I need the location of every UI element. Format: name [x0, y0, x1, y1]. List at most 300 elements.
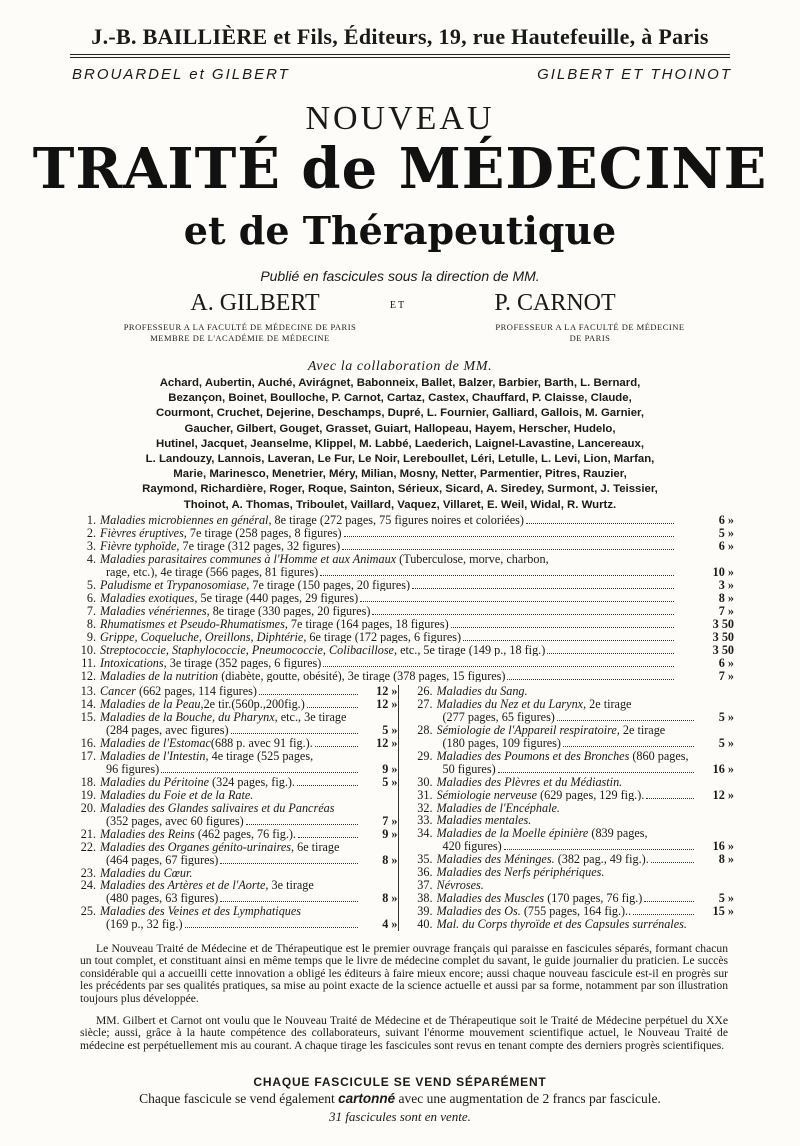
fascicule-title: Maladies du Foie et de la Rate.	[100, 788, 254, 802]
fascicule-row	[405, 892, 735, 905]
fascicule-number: 38.	[417, 891, 433, 906]
fascicule-row	[405, 789, 735, 802]
fascicule-entry	[437, 685, 735, 698]
fascicule-title: Maladies des Plèvres et du Médiastin.	[436, 775, 623, 789]
collaborator-line: Marie, Marinesco, Menetrier, Méry, Milian, Mosny, Netter, Parmentier, Pitres, Rauzier,	[173, 468, 627, 481]
fascicule-detail: (352 pages, avec 60 figures)	[106, 814, 244, 828]
fascicule-number: 13.	[80, 684, 96, 698]
fascicule-entry	[100, 737, 313, 750]
collaborator-list	[80, 376, 720, 513]
fascicule-column-right	[399, 685, 735, 931]
fascicule-row	[68, 802, 398, 815]
fascicule-detail: etc., 5e tirage (149 p., 18 fig.)	[397, 643, 546, 657]
fascicule-entry	[100, 763, 159, 776]
fascicule-price: 3 »	[718, 577, 734, 592]
dot-leader	[323, 665, 674, 667]
fascicule-price: 5 »	[382, 722, 398, 737]
fascicule-price: 9 »	[382, 826, 398, 841]
fascicule-detail: 2e tirage	[619, 723, 666, 737]
fascicule-price: 8 »	[718, 590, 734, 605]
fascicule-title: Maladies des Os.	[436, 905, 521, 918]
fascicule-number: 2.	[86, 526, 96, 540]
fascicule-row	[68, 540, 734, 553]
fascicule-detail: (diabète, goutte, obésité), 3e tirage (378 pages, 15 figures)	[218, 669, 506, 683]
authors-right: GILBERT ET THOINOT	[537, 66, 732, 83]
dot-leader	[557, 719, 694, 721]
fascicule-title: Névroses.	[436, 879, 484, 893]
fascicule-title: Maladies des Nerfs périphériques.	[436, 866, 605, 880]
fascicule-row	[405, 763, 735, 776]
fascicule-detail: (Tuberculose, morve, charbon,	[396, 553, 549, 566]
fascicule-number: 9.	[86, 629, 96, 644]
sale-count-text: 31 fascicules sont en vente.	[329, 1109, 471, 1124]
director-carnot-name: P. CARNOT	[494, 290, 616, 316]
fascicule-detail: (277 pages, 65 figures)	[442, 710, 555, 724]
fascicule-row	[68, 527, 734, 540]
fascicule-price: 12 »	[712, 787, 734, 802]
fascicule-detail: (839 pages,	[588, 827, 648, 841]
fascicule-row	[68, 579, 734, 592]
fascicule-detail: 5e tirage (440 pages, 29 figures)	[197, 591, 359, 605]
fascicule-entry	[100, 566, 318, 579]
fascicule-number: 33.	[417, 813, 433, 828]
dot-leader	[504, 848, 694, 850]
fascicule-number: 29.	[417, 748, 433, 763]
fascicule-entry	[437, 866, 735, 879]
fascicule-price: 9 »	[382, 761, 398, 776]
fascicule-entry	[437, 879, 735, 892]
fascicule-title: Sémiologie de l'Appareil respiratoire,	[436, 723, 620, 737]
fascicule-row	[68, 892, 398, 905]
fascicule-list-columns	[68, 685, 734, 931]
publisher-line: J.-B. BAILLIÈRE et Fils, Éditeurs, 19, rue Hautefeuille, à Paris	[91, 24, 709, 49]
fascicule-number: 35.	[417, 852, 433, 867]
fascicule-price: 16 »	[712, 839, 734, 854]
fascicule-title: Maladies des Muscles	[436, 892, 545, 905]
fascicule-detail: (464 pages, 67 figures)	[106, 853, 219, 867]
fascicule-entry	[437, 892, 643, 905]
fascicule-row	[68, 644, 734, 657]
fascicule-detail: (382 pag., 49 fig.).	[554, 853, 649, 867]
fascicule-detail: 7e tirage (164 pages, 18 figures)	[287, 617, 449, 631]
fascicule-entry	[437, 763, 496, 776]
collaborator-line: L. Landouzy, Lannois, Laveran, Le Fur, Le Noir, Lereboullet, Léri, Letulle, L. Levi, Lion, Marfan,	[145, 453, 655, 466]
dot-leader	[372, 613, 674, 615]
director-carnot-title: PROFESSEUR A LA FACULTÉ DE MÉDECINE	[495, 322, 685, 332]
fascicule-row	[68, 905, 398, 918]
collaborator-line: Achard, Aubertin, Auché, Avirágnet, Babonneix, Ballet, Balzer, Barbier, Barth, L. Bernard,	[159, 377, 641, 389]
fascicule-detail: etc., 3e tirage	[277, 711, 347, 724]
fascicule-number: 16.	[80, 735, 96, 750]
fascicule-row	[68, 698, 398, 711]
director-carnot-title-2: DE PARIS	[569, 333, 611, 343]
fascicule-title: Maladies de la Peau,	[100, 698, 204, 711]
fascicule-number: 22.	[80, 839, 96, 854]
fascicule-detail: (480 pages, 63 figures)	[106, 892, 219, 906]
fascicule-price: 5 »	[382, 774, 398, 789]
dot-leader	[633, 913, 694, 915]
fascicule-detail: 420 figures)	[442, 840, 502, 854]
dot-leader	[220, 862, 357, 864]
fascicule-detail: 8e tirage (272 pages, 75 figures noires et coloriées)	[271, 514, 524, 527]
fascicule-title: Maladies des Méninges.	[436, 853, 555, 867]
fascicule-row	[68, 618, 734, 631]
fascicule-title: Sémiologie nerveuse	[436, 788, 538, 802]
fascicule-title: Maladies microbiennes en général,	[100, 514, 272, 527]
fascicule-row	[405, 776, 735, 789]
header-rule-thin	[70, 57, 730, 58]
fascicule-row	[405, 685, 735, 698]
fascicule-number: 20.	[80, 800, 96, 815]
fascicule-number: 4.	[86, 552, 96, 566]
fascicule-title: Intoxications,	[100, 656, 167, 670]
dot-leader	[451, 626, 674, 628]
fascicule-entry	[437, 737, 561, 750]
fascicule-entry	[100, 605, 370, 618]
title-therapeutique: et de Thérapeutique	[183, 208, 617, 253]
sale-line-cartonne: cartonné	[338, 1091, 396, 1106]
fascicule-title: Mal. du Corps thyroïde et des Capsules surrénales.	[436, 918, 687, 931]
fascicule-number: 32.	[417, 800, 433, 815]
collaborator-line: Gaucher, Gilbert, Gouget, Grasset, Guiart, Hallopeau, Hayem, Herscher, Hudelo,	[184, 422, 616, 435]
dot-leader	[185, 926, 358, 928]
fascicule-entry	[100, 685, 257, 698]
fascicule-number: 28.	[417, 722, 433, 737]
sale-count	[0, 1109, 800, 1125]
fascicule-entry	[437, 698, 735, 711]
fascicule-number: 7.	[86, 603, 96, 618]
dot-leader	[412, 587, 674, 589]
fascicule-row	[68, 711, 398, 724]
header-rule	[70, 54, 730, 55]
dot-leader	[246, 823, 358, 825]
fascicule-title: Maladies de la Bouche, du Pharynx,	[100, 711, 278, 724]
fascicule-entry	[100, 750, 398, 763]
fascicule-title: Maladies de l'Intestin,	[100, 749, 209, 763]
fascicule-number: 15.	[80, 710, 96, 724]
fascicule-detail: (169 p., 32 fig.)	[106, 918, 183, 932]
fascicule-entry	[100, 618, 449, 631]
fascicule-entry	[437, 711, 555, 724]
fascicule-row	[68, 854, 398, 867]
fascicule-row	[68, 789, 398, 802]
dot-leader	[161, 771, 357, 773]
dot-leader	[344, 535, 674, 537]
fascicule-title: Maladies du Péritoine	[100, 775, 209, 789]
fascicule-entry	[100, 867, 398, 880]
fascicule-entry	[100, 579, 410, 592]
fascicule-price: 5 »	[718, 526, 734, 540]
fascicule-title: Streptococcie, Staphylococcie, Pneumococcie, Colibacillose,	[100, 643, 398, 657]
fascicule-title: Maladies des Organes génito-urinaires,	[100, 840, 295, 854]
fascicule-price: 3 50	[712, 642, 734, 657]
fascicule-title: Grippe, Coqueluche, Oreillons, Diphtérie,	[100, 630, 307, 644]
dot-leader	[231, 732, 358, 734]
fascicule-row	[405, 918, 735, 931]
direction-intro: Publié en fascicules sous la direction de MM.	[260, 268, 540, 284]
fascicule-entry	[100, 815, 244, 828]
fascicule-entry	[437, 905, 632, 918]
fascicule-number: 14.	[80, 697, 96, 711]
fascicule-number: 19.	[80, 787, 96, 802]
authors-left: BROUARDEL et GILBERT	[72, 66, 290, 83]
fascicule-entry	[100, 527, 342, 540]
fascicule-entry	[100, 905, 398, 918]
fascicule-number: 3.	[86, 539, 96, 553]
fascicule-row	[405, 853, 735, 866]
fascicule-row	[68, 657, 734, 670]
fascicule-row	[68, 553, 734, 566]
fascicule-row	[68, 867, 398, 880]
dot-leader	[315, 745, 358, 747]
director-gilbert-title: PROFESSEUR A LA FACULTÉ DE MÉDECINE DE PARIS	[123, 322, 357, 332]
fascicule-number: 1.	[86, 513, 96, 527]
fascicule-detail: (629 pages, 129 fig.).	[537, 788, 645, 802]
fascicule-price: 3 50	[712, 616, 734, 631]
fascicule-number: 36.	[417, 865, 433, 880]
title-nouveau: NOUVEAU	[305, 100, 495, 137]
fascicule-row	[68, 776, 398, 789]
fascicule-entry	[100, 892, 218, 905]
fascicule-number: 17.	[80, 748, 96, 763]
dot-leader	[563, 745, 694, 747]
dot-leader	[342, 548, 674, 550]
fascicule-title: Fièvre typhoïde,	[100, 540, 180, 553]
fascicule-number: 11.	[81, 655, 96, 670]
fascicule-row	[68, 763, 398, 776]
fascicule-detail: (462 pages, 76 fig.).	[194, 827, 296, 841]
fascicule-number: 24.	[80, 878, 96, 893]
fascicule-detail: 6e tirage	[294, 840, 340, 854]
fascicule-entry	[100, 918, 183, 931]
fascicule-row	[68, 815, 398, 828]
sale-line	[0, 1091, 800, 1107]
fascicule-detail: 2e tirage	[586, 697, 632, 711]
fascicule-price: 6 »	[718, 539, 734, 553]
fascicule-number: 5.	[86, 577, 96, 592]
fascicule-entry	[100, 841, 398, 854]
fascicule-entry	[100, 828, 296, 841]
dot-leader	[526, 522, 674, 524]
fascicule-price: 7 »	[718, 668, 734, 683]
fascicule-detail: 3e tirage (352 pages, 6 figures)	[166, 656, 322, 670]
title-traite: TRAITÉ de MÉDECINE	[32, 136, 768, 202]
collaborator-line: Bezançon, Boinet, Boulloche, P. Carnot, Cartaz, Castex, Chauffard, P. Claisse, Claude,	[168, 392, 632, 405]
fascicule-entry	[437, 918, 735, 931]
dot-leader	[220, 900, 357, 902]
dot-leader	[646, 797, 694, 799]
fascicule-price: 12 »	[376, 697, 398, 711]
fascicule-row	[405, 866, 735, 879]
fascicule-title: Maladies exotiques,	[100, 591, 198, 605]
fascicule-row	[68, 566, 734, 579]
fascicule-number: 6.	[86, 590, 96, 605]
fascicule-row	[68, 514, 734, 527]
dot-leader	[507, 678, 674, 680]
fascicule-row	[405, 711, 735, 724]
fascicule-detail: (755 pages, 164 fig.)..	[520, 905, 632, 918]
fascicule-entry	[437, 840, 502, 853]
fascicule-detail: rage, etc.), 4e tirage (566 pages, 81 figures)	[106, 565, 319, 579]
fascicule-row	[405, 879, 735, 892]
fascicule-row	[405, 840, 735, 853]
fascicule-price: 15 »	[712, 904, 734, 919]
fascicule-title: Maladies des Artères et de l'Aorte,	[100, 879, 269, 893]
fascicule-detail: (688 p. avec 91 fig.).	[210, 736, 313, 750]
fascicule-row	[68, 670, 734, 683]
fascicule-title: Maladies des Reins	[100, 827, 195, 841]
fascicule-row	[68, 631, 734, 644]
dot-leader	[307, 706, 358, 708]
fascicule-entry	[100, 644, 545, 657]
fascicule-number: 25.	[80, 904, 96, 919]
fascicule-entry	[437, 750, 735, 763]
fascicule-price: 10 »	[712, 564, 734, 579]
fascicule-price: 4 »	[382, 917, 398, 932]
fascicule-column-left	[68, 685, 398, 931]
fascicule-title: Paludisme et Trypanosomiase,	[100, 578, 250, 592]
dot-leader	[298, 836, 358, 838]
fascicule-title: Maladies de la Moelle épinière	[436, 827, 589, 841]
fascicule-title: Maladies mentales.	[436, 814, 532, 828]
fascicule-price: 8 »	[718, 852, 734, 867]
sale-line-start: Chaque fascicule se vend également	[139, 1091, 339, 1106]
fascicule-number: 23.	[80, 865, 96, 880]
fascicule-price: 6 »	[718, 513, 734, 527]
fascicule-title: Rhumatismes et Pseudo-Rhumatismes,	[100, 617, 288, 631]
fascicule-detail: (662 pages, 114 figures)	[135, 685, 257, 698]
dot-leader	[463, 639, 674, 641]
fascicule-price: 7 »	[382, 813, 398, 828]
fascicule-detail: 7e tirage (150 pages, 20 figures)	[249, 578, 411, 592]
fascicule-title: Maladies de la nutrition	[100, 669, 219, 683]
fascicule-detail: (860 pages,	[629, 749, 689, 763]
fascicule-title: Maladies de l'Encéphale.	[436, 801, 560, 815]
fascicule-entry	[437, 776, 735, 789]
director-gilbert-name: A. GILBERT	[190, 290, 320, 316]
description-paragraph-1: Le Nouveau Traité de Médecine et de Thérapeutique est le premier ouvrage français qui paraisse en fascicules séparés, formant chacun un tout complet, et constituant ainsi en même temps que le livre de médecine complet du savant, le guide journalier du praticien. Le succès considérable qui a accueilli cette innovation a obligé les éditeurs à faire mieux encore; aussi chaque nouveau fascicule est-il en progrès sur les précédents par ses qualités pratiques, sa mise au point exacte de la science actuelle et aussi par sa forme, notamment par son illustration toujours plus développée.	[80, 942, 728, 1005]
fascicule-row	[68, 841, 398, 854]
fascicule-row	[405, 802, 735, 815]
fascicule-detail: 7e tirage (312 pages, 32 figures)	[179, 540, 341, 553]
fascicule-number: 26.	[417, 684, 433, 698]
fascicule-entry	[100, 553, 734, 566]
fascicule-entry	[100, 854, 218, 867]
fascicule-title: Maladies vénériennes,	[100, 604, 210, 618]
fascicule-title: Maladies du Sang.	[436, 685, 528, 698]
fascicule-price: 8 »	[382, 891, 398, 906]
fascicule-number: 34.	[417, 826, 433, 841]
fascicule-entry	[100, 592, 358, 605]
description-paragraph-2: MM. Gilbert et Carnot ont voulu que le Nouveau Traité de Médecine et de Thérapeutique soit le Traité de Médecine perpétuel du XXe siècle; aussi, grâce à la haute compétence des collaborateurs, suivant l'énorme mouvement scientifique actuel, le Nouveau Traité de médecine est perpétuellement mis au courant. A chaque tirage les fascicules sont revus en tenant compte des derniers progrès scientifiques.	[80, 1014, 728, 1052]
fascicule-entry	[437, 827, 735, 840]
dot-leader	[360, 600, 674, 602]
director-gilbert-title-2: MEMBRE DE L'ACADÉMIE DE MÉDECINE	[150, 333, 330, 343]
fascicule-number: 18.	[80, 774, 96, 789]
dot-leader	[547, 652, 674, 654]
fascicule-detail: 96 figures)	[106, 762, 160, 776]
dot-leader	[259, 693, 358, 695]
fascicule-number: 27.	[417, 696, 433, 711]
fascicule-entry	[100, 776, 295, 789]
fascicule-number: 12.	[80, 668, 96, 683]
fascicule-price: 7 »	[718, 603, 734, 618]
fascicule-row	[405, 698, 735, 711]
fascicule-number: 10.	[80, 642, 96, 657]
dot-leader	[498, 771, 694, 773]
fascicule-entry	[100, 657, 321, 670]
fascicule-entry	[100, 789, 398, 802]
sale-line-end: avec une augmentation de 2 francs par fascicule.	[395, 1091, 661, 1106]
fascicule-price: 12 »	[376, 684, 398, 698]
fascicule-entry	[437, 724, 735, 737]
fascicule-entry	[100, 698, 305, 711]
fascicule-detail: 8e tirage (330 pages, 20 figures)	[209, 604, 371, 618]
fascicule-row	[68, 879, 398, 892]
fascicule-detail: 2e tir.(560p.,200fig.)	[203, 698, 305, 711]
fascicule-number: 31.	[417, 787, 433, 802]
fascicule-row	[405, 737, 735, 750]
fascicule-detail: (284 pages, avec figures)	[106, 723, 229, 737]
fascicule-detail: 3e tirage	[268, 879, 314, 893]
collaborator-line: Raymond, Richardière, Roger, Roque, Sainton, Sérieux, Sicard, A. Siredey, Surmont, J. Teissier,	[142, 483, 658, 496]
collaborator-line: Hutinel, Jacquet, Jeanselme, Klippel, M. Labbé, Laederich, Laignel-Lavastine, Lancereaux,	[155, 437, 645, 450]
fascicule-entry	[437, 802, 735, 815]
fascicule-row	[405, 750, 735, 763]
fascicule-row	[68, 605, 734, 618]
fascicule-price: 12 »	[376, 735, 398, 750]
collaborator-line: Courmont, Cruchet, Dejerine, Deschamps, Dupré, L. Fournier, Galliard, Gallois, M. Garnier,	[155, 407, 644, 420]
fascicule-detail: (324 pages, fig.).	[209, 775, 295, 789]
fascicule-list-full	[68, 514, 734, 683]
fascicule-price: 3 50	[712, 629, 734, 644]
fascicule-entry	[100, 802, 398, 815]
fascicule-entry	[100, 631, 461, 644]
fascicule-entry	[437, 853, 649, 866]
fascicule-price: 5 »	[718, 891, 734, 906]
dot-leader	[651, 861, 694, 863]
fascicule-price: 5 »	[718, 735, 734, 750]
fascicule-row	[68, 724, 398, 737]
fascicule-row	[405, 814, 735, 827]
fascicule-row	[68, 592, 734, 605]
fascicule-price: 5 »	[718, 709, 734, 724]
fascicule-entry	[100, 514, 524, 527]
fascicule-number: 8.	[86, 616, 96, 631]
fascicule-price: 6 »	[718, 655, 734, 670]
fascicule-number: 21.	[80, 826, 96, 841]
fascicule-detail: 50 figures)	[442, 762, 496, 776]
fascicule-entry	[100, 540, 340, 553]
dot-leader	[320, 574, 674, 576]
fascicule-title: Maladies du Cœur.	[100, 866, 193, 880]
fascicule-row	[68, 828, 398, 841]
fascicule-title: Maladies de l'Estomac	[100, 736, 211, 750]
fascicule-entry	[437, 789, 645, 802]
fascicule-entry	[100, 724, 229, 737]
fascicule-entry	[437, 814, 735, 827]
fascicule-title: Maladies des Poumons et des Bronches	[436, 749, 630, 763]
fascicule-number: 40.	[417, 917, 433, 932]
fascicule-title: Maladies des Veines et des Lymphatiques	[100, 905, 302, 919]
fascicule-detail: 7e tirage (258 pages, 8 figures)	[186, 527, 342, 540]
collaborator-line: Thoinot, A. Thomas, Triboulet, Vaillard, Vaquez, Villaret, E. Weil, Widal, R. Wurtz.	[183, 498, 617, 511]
fascicule-entry	[100, 879, 398, 892]
fascicule-detail: (170 pages, 76 fig.)	[544, 892, 643, 905]
fascicule-entry	[100, 711, 398, 724]
fascicule-detail: (180 pages, 109 figures)	[442, 736, 561, 750]
fascicule-entry	[100, 670, 505, 683]
